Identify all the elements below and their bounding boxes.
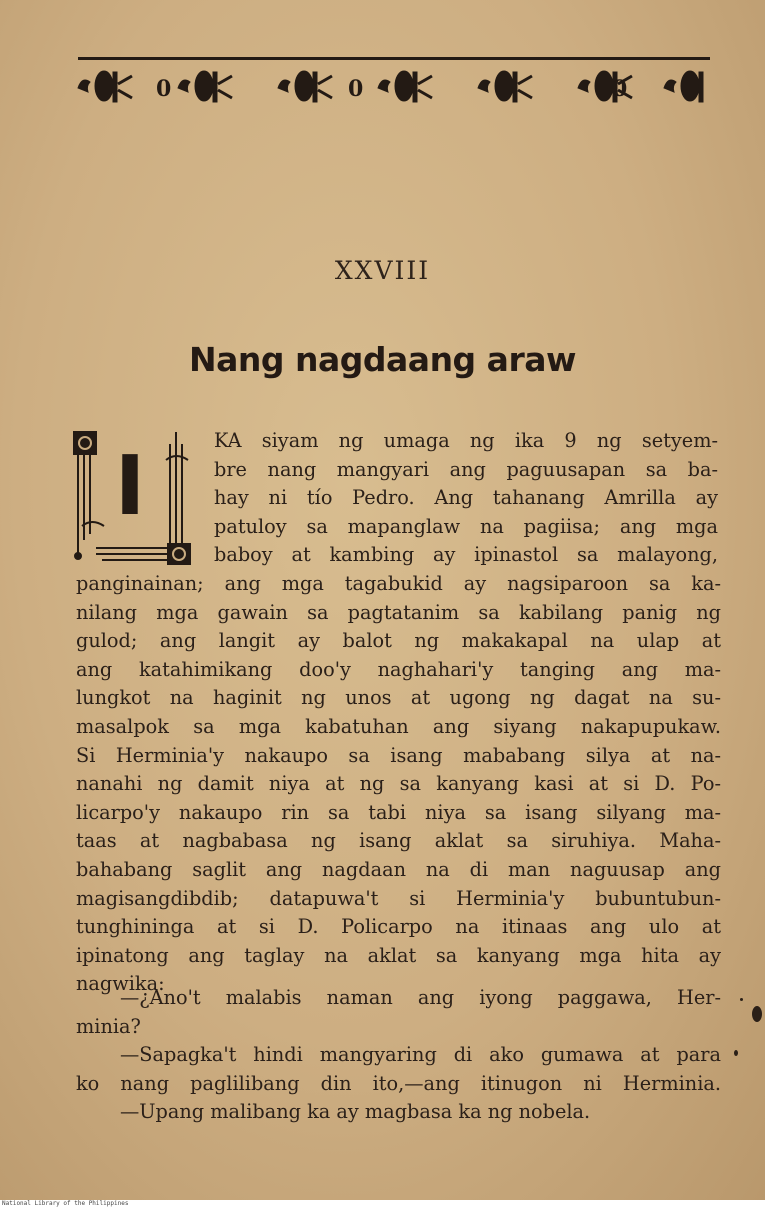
dialogue-line: minia?: [76, 1014, 141, 1038]
ornament-motif: [478, 71, 532, 102]
text-line: nilang mga gawain sa pagtatanim sa kabilang panig ng: [76, 600, 721, 624]
text-line: ang katahimikang doo'y naghahari'y tanging ang ma-: [76, 657, 721, 681]
ornament-digit: 0: [156, 76, 172, 102]
chapter-title: Nang nagdaang araw: [189, 340, 576, 379]
text-line: hay ni tío Pedro. Ang tahanang Amrilla ay: [214, 486, 718, 510]
text-line: taas at nagbabasa ng isang aklat sa siruhiya. Maha-: [76, 829, 721, 853]
top-rule: [78, 57, 710, 60]
ornament-motif: [178, 71, 232, 102]
text-line: panginainan; ang mga tagabukid ay nagsiparoon sa ka-: [76, 572, 721, 595]
ornament-digit: 0: [348, 76, 364, 102]
dialogue-line: —Sapagka't hindi mangyaring di ako gumawa at para: [120, 1043, 721, 1067]
ornament-motif: [378, 71, 432, 102]
ink-speck: [740, 998, 743, 1001]
ink-speck: [734, 1050, 738, 1056]
ornament-digit: 0: [612, 76, 628, 102]
text-line: baboy at kambing ay ipinastol sa malayong,: [214, 543, 718, 567]
ornament-motif: [78, 71, 132, 102]
text-line: patuloy sa mapanglaw na pagiisa; ang mga: [214, 514, 718, 538]
dialogue: [76, 984, 721, 1127]
text-line: Si Herminia'y nakaupo sa isang mababang silya at na-: [76, 743, 721, 767]
chapter-number: XXVIII: [334, 256, 431, 285]
text-line: nanahi ng damit niya at ng sa kanyang kasi at si D. Po-: [76, 772, 721, 796]
text-line: lungkot na haginit ng unos at ugong ng dagat na su-: [76, 686, 721, 710]
text-line: ipinatong ang taglay na aklat sa kanyang mga hita ay: [76, 943, 721, 967]
dialogue-line: —¿Ano't malabis naman ang iyong paggawa, Her-: [120, 986, 721, 1009]
footer-credit: National Library of the Philippines: [0, 1200, 765, 1208]
ornament-motif: [664, 71, 703, 102]
text-line: tunghininga at si D. Policarpo na itinaas ang ulo at: [76, 915, 721, 939]
text-line: bahabang saglit ang nagdaan na di man naguusap ang: [76, 857, 721, 881]
text-line: magisangdibdib; datapuwa't si Herminia'y bubuntubun-: [76, 886, 721, 910]
body-paragraph: [76, 570, 721, 999]
drop-cap-letter: I: [114, 439, 146, 534]
ornament-motif: [278, 71, 332, 102]
ink-speck: [752, 1006, 762, 1022]
ornament-band: [76, 64, 716, 108]
text-line: nagwika:: [76, 972, 165, 996]
text-line: bre nang mangyari ang paguusapan sa ba-: [214, 457, 718, 481]
dialogue-line: ko nang paglilibang din ito,—ang itinugon ni Herminia.: [76, 1071, 721, 1095]
text-line: KA siyam ng umaga ng ika 9 ng setyem-: [214, 429, 718, 452]
text-line: masalpok sa mga kabatuhan ang siyang nakapupukaw.: [76, 714, 721, 738]
drop-cap: [72, 430, 192, 566]
text-line: licarpo'y nakaupo rin sa tabi niya sa isang silyang ma-: [76, 800, 721, 824]
intro-paragraph: [214, 427, 718, 570]
text-line: gulod; ang langit ay balot ng makakapal na ulap at: [76, 629, 721, 653]
dialogue-line: —Upang malibang ka ay magbasa ka ng nobela.: [120, 1100, 591, 1124]
